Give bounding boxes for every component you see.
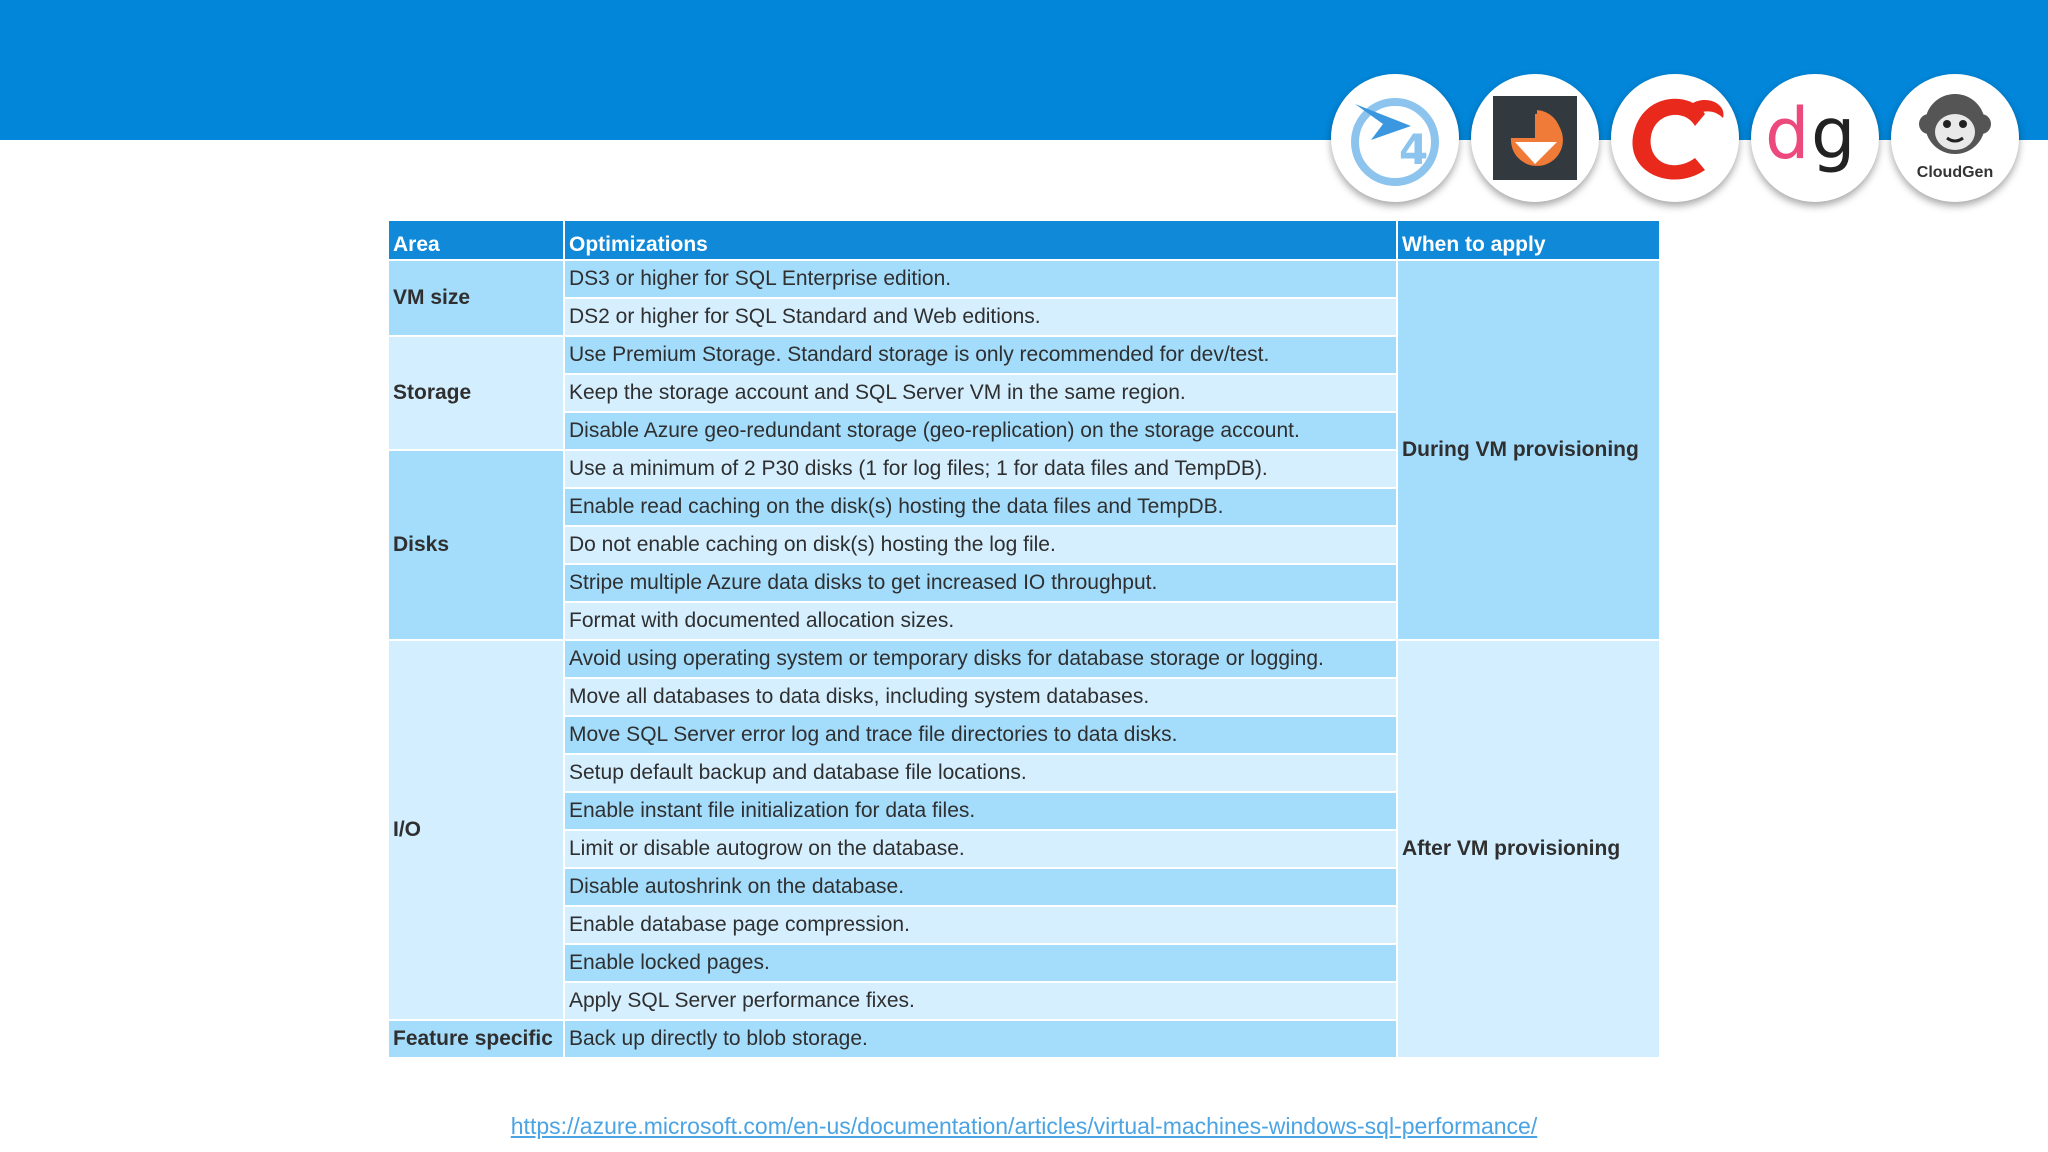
optimization-cell: DS3 or higher for SQL Enterprise edition. — [564, 260, 1397, 298]
area-storage: Storage — [388, 336, 564, 450]
svg-text:d: d — [1765, 93, 1810, 175]
swirl-icon — [1611, 74, 1739, 202]
area-disks: Disks — [388, 450, 564, 640]
optimization-cell: Enable database page compression. — [564, 906, 1397, 944]
optimization-cell: Use a minimum of 2 P30 disks (1 for log files; 1 for data files and TempDB). — [564, 450, 1397, 488]
table-row — [388, 640, 1660, 678]
cloudgen-logo — [1891, 74, 2019, 202]
optimization-cell: Format with documented allocation sizes. — [564, 602, 1397, 640]
header-bar — [0, 0, 2048, 140]
table-header-row — [388, 220, 1660, 260]
optimization-cell: Avoid using operating system or temporary disks for database storage or logging. — [564, 640, 1397, 678]
optimization-cell: Back up directly to blob storage. — [564, 1020, 1397, 1058]
svg-text:g: g — [1811, 93, 1856, 175]
square-logo — [1471, 74, 1599, 202]
area-feature-specific: Feature specific — [388, 1020, 564, 1058]
optimization-cell: Move all databases to data disks, including system databases. — [564, 678, 1397, 716]
header-optimizations: Optimizations — [564, 220, 1397, 260]
optimization-cell: Enable locked pages. — [564, 944, 1397, 982]
optimization-cell: DS2 or higher for SQL Standard and Web editions. — [564, 298, 1397, 336]
dg-logo — [1751, 74, 1879, 202]
optimization-cell: Keep the storage account and SQL Server VM in the same region. — [564, 374, 1397, 412]
optimizations-table — [387, 219, 1661, 1059]
cloud4-logo — [1331, 74, 1459, 202]
optimization-cell: Move SQL Server error log and trace file directories to data disks. — [564, 716, 1397, 754]
svg-text:4: 4 — [1399, 125, 1429, 174]
monkey-icon — [1891, 74, 2019, 202]
when-after-provisioning: After VM provisioning — [1397, 640, 1660, 1058]
optimization-cell: Use Premium Storage. Standard storage is only recommended for dev/test. — [564, 336, 1397, 374]
cloudgen-text: CloudGen — [1916, 164, 1994, 181]
optimization-cell: Do not enable caching on disk(s) hosting the log file. — [564, 526, 1397, 564]
cloud4-icon — [1331, 74, 1459, 202]
area-vm-size: VM size — [388, 260, 564, 336]
header-area: Area — [388, 220, 564, 260]
optimization-cell: Enable instant file initialization for data files. — [564, 792, 1397, 830]
optimization-cell: Disable autoshrink on the database. — [564, 868, 1397, 906]
optimization-cell: Enable read caching on the disk(s) hosting the data files and TempDB. — [564, 488, 1397, 526]
optimization-cell: Apply SQL Server performance fixes. — [564, 982, 1397, 1020]
when-during-provisioning: During VM provisioning — [1397, 260, 1660, 640]
pie-square-icon — [1471, 74, 1599, 202]
optimization-cell: Disable Azure geo-redundant storage (geo-replication) on the storage account. — [564, 412, 1397, 450]
table-row — [388, 260, 1660, 298]
optimization-cell: Stripe multiple Azure data disks to get increased IO throughput. — [564, 564, 1397, 602]
reference-link[interactable]: https://azure.microsoft.com/en-us/documentation/articles/virtual-machines-windows-sql-performance/ — [510, 1113, 1538, 1139]
optimization-cell: Limit or disable autogrow on the database. — [564, 830, 1397, 868]
area-io: I/O — [388, 640, 564, 1020]
red-swirl-logo — [1611, 74, 1739, 202]
header-when: When to apply — [1397, 220, 1660, 260]
dg-icon — [1751, 74, 1879, 202]
optimization-cell: Setup default backup and database file locations. — [564, 754, 1397, 792]
